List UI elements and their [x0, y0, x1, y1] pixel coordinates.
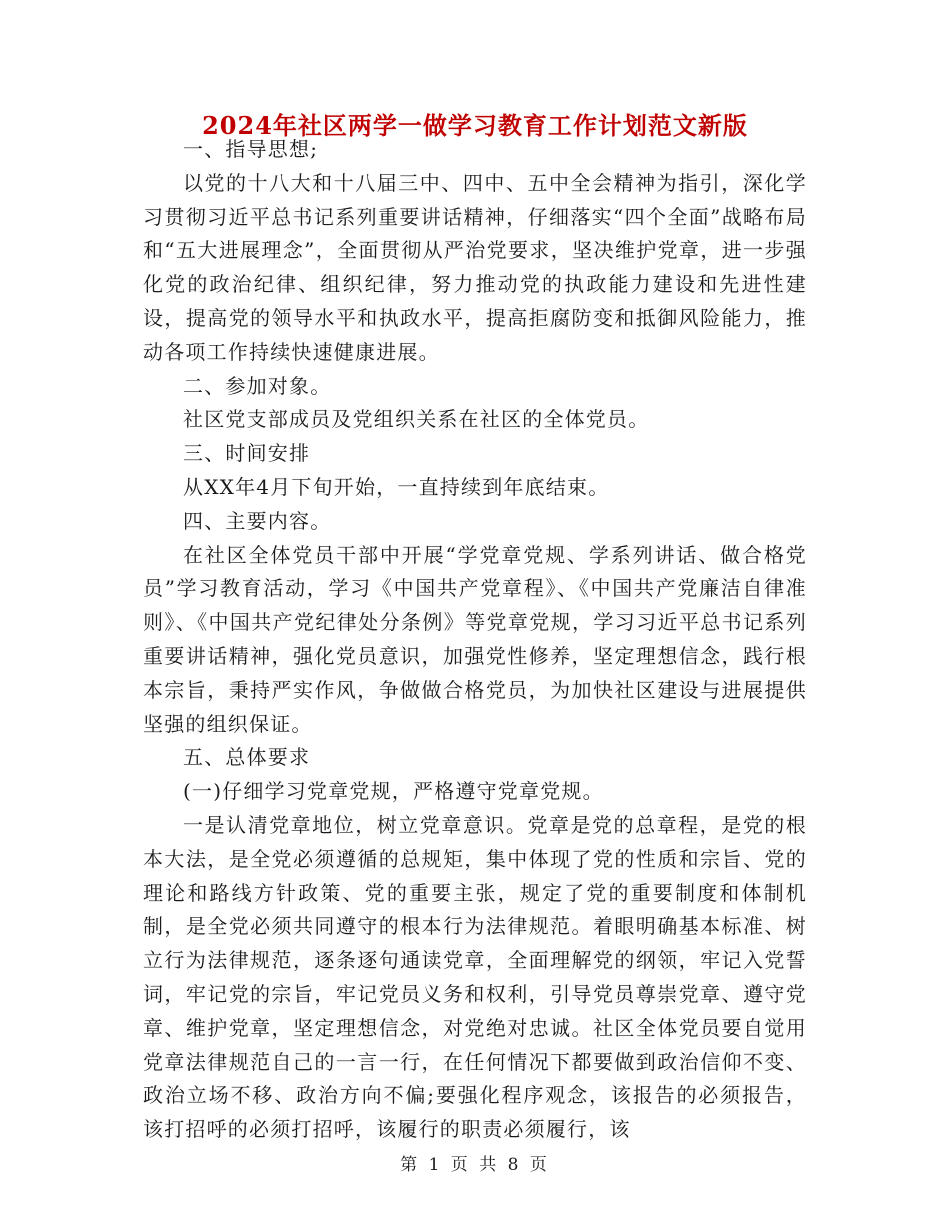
section-heading: 一、指导思想; [183, 137, 319, 161]
document-body [143, 133, 807, 1147]
paragraph: 社区党支部成员及党组织关系在社区的全体党员。 [183, 407, 650, 432]
section-heading: 五、总体要求 [183, 745, 311, 770]
paragraph: 一是认清党章地位，树立党章意识。党章是党的总章程，是党的根本大法，是全党必须遵循的总规矩，集中体现了党的性质和宗旨、党的理论和路线方针政策、党的重要主张，规定了党的重要制度和体制机制，是全党必须共同遵守的根本行为法律规范。着眼明确基本标准、树立行为法律规范，逐条逐句通读党章，全面理解党的纲领，牢记入党誓词，牢记党的宗旨，牢记党员义务和权利，引导党员尊崇党章、遵守党章、维护党章，坚定理想信念，对党绝对忠诚。社区全体党员要自觉用党章法律规范自己的一言一行，在任何情况下都要做到政治信仰不变、政治立场不移、政治方向不偏;要强化程序观念，该报告的必须报告，该打招呼的必须打招呼，该履行的职责必须履行，该 [143, 812, 807, 1142]
page-footer: 第 1 页 共 8 页 [400, 1155, 550, 1175]
subsection-heading: (一)仔细学习党章党规，严格遵守党章党规。 [183, 779, 604, 804]
section-heading: 三、时间安排 [183, 441, 311, 466]
section-heading: 二、参加对象。 [183, 373, 332, 398]
paragraph: 以党的十八大和十八届三中、四中、五中全会精神为指引，深化学习贯彻习近平总书记系列重要讲话精神，仔细落实“四个全面”战略布局和“五大进展理念”，全面贯彻从严治党要求，坚决维护党章，进一步强化党的政治纪律、组织纪律，努力推动党的执政能力建设和先进性建设，提高党的领导水平和执政水平，提高拒腐防变和抵御风险能力，推动各项工作持续快速健康进展。 [143, 170, 807, 364]
paragraph: 从XX年4月下旬开始，一直持续到年底结束。 [183, 474, 610, 499]
document-title: 2024年社区两学一做学习教育工作计划范文新版 [202, 111, 748, 140]
section-heading: 四、主要内容。 [183, 508, 332, 533]
paragraph: 在社区全体党员干部中开展“学党章党规、学系列讲话、做合格党员”学习教育活动，学习《中国共产党章程》、《中国共产党廉洁自律准则》、《中国共产党纪律处分条例》等党章党规，学习习近平总书记系列重要讲话精神，强化党员意识，加强党性修养，坚定理想信念，践行根本宗旨，秉持严实作风，争做做合格党员，为加快社区建设与进展提供坚强的组织保证。 [143, 542, 807, 736]
